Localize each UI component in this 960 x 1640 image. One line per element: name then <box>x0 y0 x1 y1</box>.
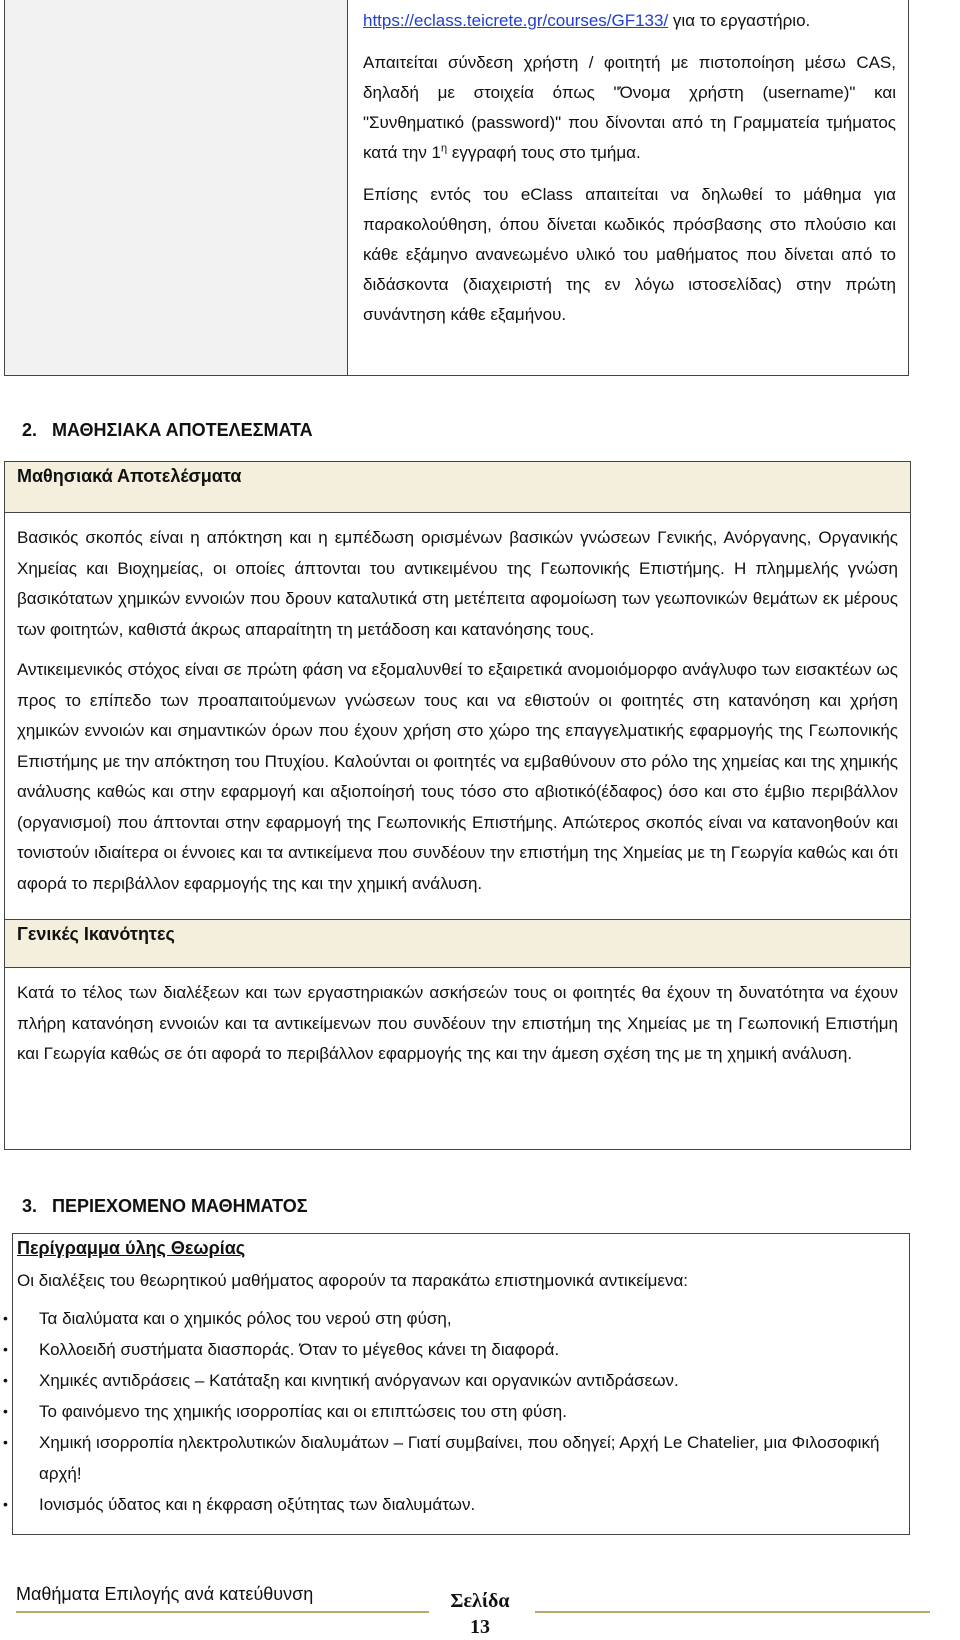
theory-outline-header: Περίγραμμα ύλης Θεωρίας <box>17 1238 246 1258</box>
top-table <box>4 0 909 376</box>
bullet-icon: • <box>3 1434 8 1450</box>
theory-topics-list <box>3 1303 909 1520</box>
skills-paragraph: Κατά το τέλος των διαλέξεων και των εργαστηριακών ασκήσεών τους οι φοιτητές θα έχουν τη δυνατότητα να έχουν πλήρη κατανόηση εννοιών και τα αντικείμενων που συνδέουν την επιστήμη της Χημείας με τη Γεωπονική Επιστήμη και Γεωργία καθώς σε ότι αφορά το περιβάλλον εφαρμογής της και την άμεση σχέση της με τη χημική ανάλυση. <box>17 983 898 1063</box>
footer-text: Μαθήματα Επιλογής ανά κατεύθυνση <box>16 1584 314 1604</box>
outcomes-header: Μαθησιακά Αποτελέσματα <box>5 462 910 513</box>
list-item: • Το φαινόμενο της χημικής ισορροπίας και οι επιπτώσεις του στη φύση. <box>3 1396 909 1427</box>
course-content-box <box>3 1233 910 1535</box>
list-item: • Χημική ισορροπία ηλεκτρολυτικών διαλυμάτων – Γιατί συμβαίνει, που οδηγεί; Αρχή Le Chatelier, μια Φιλοσοφική αρχή! <box>3 1427 909 1489</box>
page-number: Σελίδα 13 <box>450 1590 510 1638</box>
outcomes-paragraph-2: Αντικειμενικός στόχος είναι σε πρώτη φάση να εξομαλυνθεί το εξαιρετικά ανομοιόμορφο ανάγλυφο των εισακτέων ως προς το επίπεδο των προαπαιτούμενων γνώσεων τους και να εθιστούν οι φοιτητές στη κατανόηση και χρήση χημικών εννοιών και σημαντικών όρων που έχουν χρήση στο χώρο της επαγγελματικής εφαρμογής της Γεωπονικής Επιστήμης με την απόκτηση του Πτυχίου. Καλούνται οι φοιτητές να εμβαθύνουν στο ρόλο της χημείας και της χημικής ανάλυσης καθώς και στην εφαρμογή και αξιοποίησή τους τόσο στο αβιοτικό(έδαφος) όσο και στο έμβιο περιβάλλον (οργανισμοί) που άπτονται στην εφαρμογή της Γεωπονικής Επιστήμης. Απώτερος σκοπός είναι να κατανοηθούν και τονιστούν ιδιαίτερα οι έννοιες και τα αντικείμενα που συνδέουν την επιστήμη της Χημείας με τη Γεωργία καθώς και ότι αφορά το περιβάλλον εφαρμογής της και την χημική ανάλυση. <box>17 660 898 893</box>
list-item: • Κολλοειδή συστήματα διασποράς. Όταν το μέγεθος κάνει τη διαφορά. <box>3 1334 909 1365</box>
footer-line-right <box>535 1611 930 1613</box>
eclass-enroll-paragraph: Επίσης εντός του eClass απαιτείται να δηλωθεί το μάθημα για παρακολούθηση, όπου δίνεται κωδικός πρόσβασης στο πλούσιο και κάθε εξάμηνο ανανεωμένο υλικό του μαθήματος που δίνεται από το διδάσκοντα (διαχειριστή της εν λόγω ιστοσελίδας) στην πρώτη συνάντηση κάθε εξαμήνου. <box>363 185 896 324</box>
footer-line-left <box>16 1611 429 1613</box>
theory-intro: Οι διαλέξεις του θεωρητικού μαθήματος αφορούν τα παρακάτω επιστημονικά αντικείμενα: <box>17 1271 688 1290</box>
list-item: • Χημικές αντιδράσεις – Κατάταξη και κινητική ανόργανων και οργανικών αντιδράσεων. <box>3 1365 909 1396</box>
outcomes-paragraph-1: Βασικός σκοπός είναι η απόκτηση και η εμπέδωση ορισμένων βασικών γνώσεων Γενικής, Ανόργανης, Οργανικής Χημείας και Βιοχημείας, οι οποίες άπτονται του αντικειμένου της Γεωπονικής Επιστήμης. Η πλημμελής γνώση βασικότατων χημικών εννοιών που δρουν καταλυτικά στη μετέπειτα αφομοίωση των γεωπονικών θεμάτων εκ μέρους των φοιτητών, καθιστά άκρως απαραίτητη τη μετάδοση και κατανόησης τους. <box>17 528 898 639</box>
skills-body <box>5 968 910 1086</box>
section-2-heading: 2. ΜΑΘΗΣΙΑΚΑ ΑΠΟΤΕΛΕΣΜΑΤΑ <box>22 420 313 440</box>
cas-login-paragraph: Απαιτείται σύνδεση χρήστη / φοιτητή με πιστοποίηση μέσω CAS, δηλαδή με στοιχεία όπως "Όνομα χρήστη (username)" και "Συνθηματικό (password)" που δίνονται από τη Γραμματεία τμήματος κατά την $1^\eta$ εγγραφή τους στο τμήμα. <box>363 53 896 162</box>
top-table-left-cell <box>5 0 348 375</box>
bullet-icon: • <box>3 1341 8 1357</box>
eclass-link[interactable]: https://eclass.teicrete.gr/courses/GF133/ <box>363 11 669 30</box>
list-item: • Τα διαλύματα και ο χημικός ρόλος του νερού στη φύση, <box>3 1303 909 1334</box>
skills-header: Γενικές Ικανότητες <box>5 919 910 968</box>
learning-outcomes-box <box>4 461 911 1150</box>
bullet-icon: • <box>3 1496 8 1512</box>
eclass-link-paragraph: https://eclass.teicrete.gr/courses/GF133/ για το εργαστήριο. <box>363 11 811 30</box>
bullet-icon: • <box>3 1403 8 1419</box>
bullet-icon: • <box>3 1372 8 1388</box>
list-item: • Ιονισμός ύδατος και η έκφραση οξύτητας των διαλυμάτων. <box>3 1489 909 1520</box>
outcomes-body <box>5 513 910 919</box>
bullet-icon: • <box>3 1310 8 1326</box>
section-3-heading: 3. ΠΕΡΙΕΧΟΜΕΝΟ ΜΑΘΗΜΑΤΟΣ <box>22 1196 308 1216</box>
top-table-right-cell <box>349 0 908 342</box>
